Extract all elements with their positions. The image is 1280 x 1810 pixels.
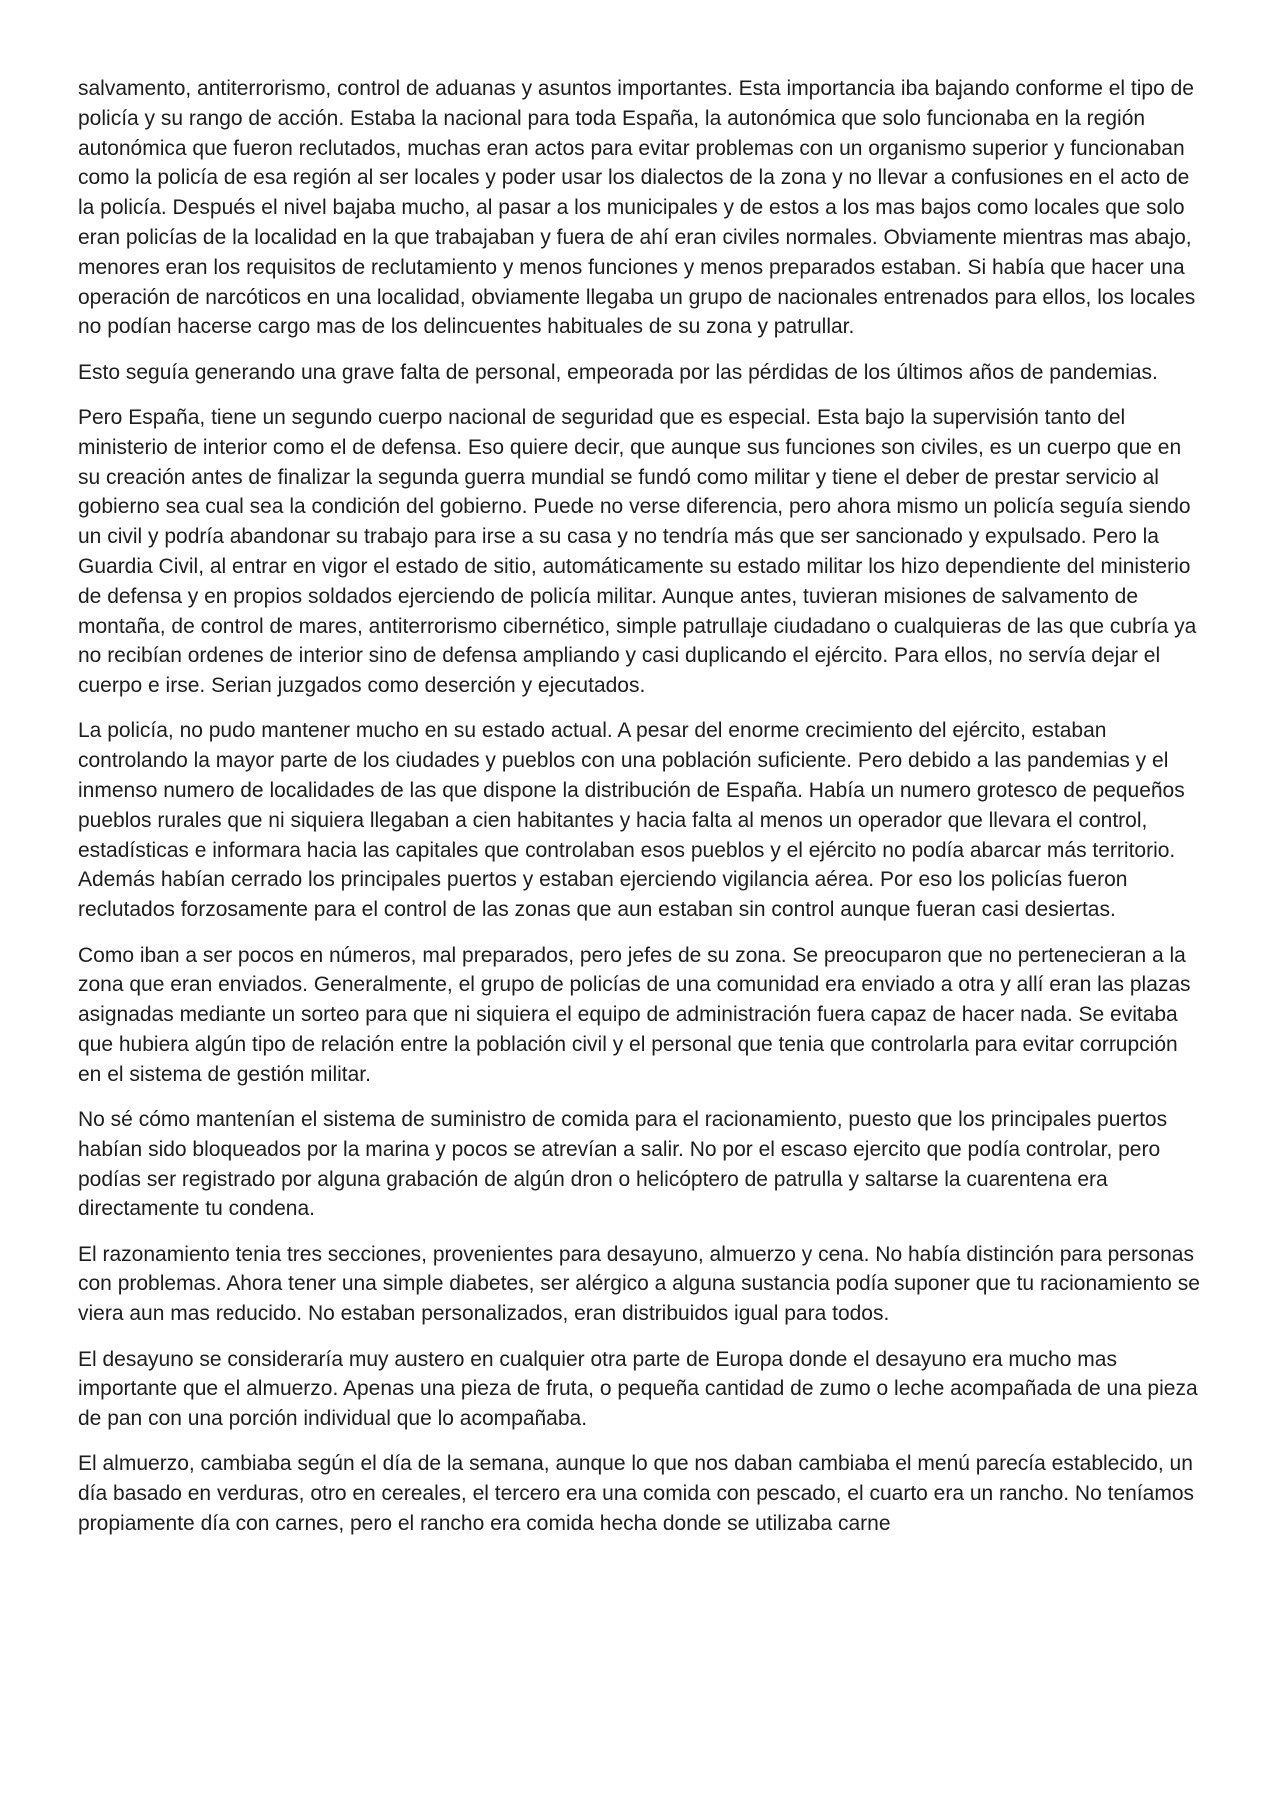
paragraph-7: El razonamiento tenia tres secciones, provenientes para desayuno, almuerzo y cena. No había distinción para personas con problemas. Ahora tener una simple diabetes, ser alérgico a alguna sustancia podía suponer que tu racionamiento se viera aun mas reducido. No estaban personalizados, eran distribuidos igual para todos. xyxy=(78,1242,1200,1326)
paragraph-8: El desayuno se consideraría muy austero en cualquier otra parte de Europa donde el desayuno era mucho mas importante que el almuerzo. Apenas una pieza de fruta, o pequeña cantidad de zumo o leche acompañada de una pieza de pan con una porción individual que lo acompañaba. xyxy=(78,1347,1198,1431)
paragraph-3: Pero España, tiene un segundo cuerpo nacional de seguridad que es especial. Esta bajo la supervisión tanto del ministerio de interior como el de defensa. Eso quiere decir, que aunque sus funciones son civiles, es un cuerpo que en su creación antes de finalizar la segunda guerra mundial se fundó como militar y tiene el deber de prestar servicio al gobierno sea cual sea la condición del gobierno. Puede no verse diferencia, pero ahora mismo un policía seguía siendo un civil y podría abandonar su trabajo para irse a su casa y no tendría más que ser sancionado y expulsado. Pero la Guardia Civil, al entrar en vigor el estado de sitio, automáticamente su estado militar los hizo dependiente del ministerio de defensa y en propios soldados ejerciendo de policía militar. Aunque antes, tuvieran misiones de salvamento de montaña, de control de mares, antiterrorismo cibernético, simple patrullaje ciudadano o cualquieras de las que cubría ya no recibían ordenes de interior sino de defensa ampliando y casi duplicando el ejército. Para ellos, no servía dejar el cuerpo e irse. Serian juzgados como deserción y ejecutados. xyxy=(78,405,1197,698)
document-page xyxy=(78,74,1206,1554)
paragraph-1: salvamento, antiterrorismo, control de aduanas y asuntos importantes. Esta importancia iba bajando conforme el tipo de policía y su rango de acción. Estaba la nacional para toda España, la autonómica que solo funcionaba en la región autonómica que fueron reclutados, muchas eran actos para evitar problemas con un organismo superior y funcionaban como la policía de esa región al ser locales y poder usar los dialectos de la zona y no llevar a confusiones en el acto de la policía. Después el nivel bajaba mucho, al pasar a los municipales y de estos a los mas bajos como locales que solo eran policías de la localidad en la que trabajaban y fuera de ahí eran civiles normales. Obviamente mientras mas abajo, menores eran los requisitos de reclutamiento y menos funciones y menos preparados estaban. Si había que hacer una operación de narcóticos en una localidad, obviamente llegaba un grupo de nacionales entrenados para ellos, los locales no podían hacerse cargo mas de los delincuentes habituales de su zona y patrullar. xyxy=(78,77,1196,339)
paragraph-9: El almuerzo, cambiaba según el día de la semana, aunque lo que nos daban cambiaba el menú parecía establecido, un día basado en verduras, otro en cereales, el tercero era una comida con pescado, el cuarto era un rancho. No teníamos propiamente día con carnes, pero el rancho era comida hecha donde se utilizaba carne xyxy=(78,1452,1194,1536)
paragraph-6: No sé cómo mantenían el sistema de suministro de comida para el racionamiento, puesto que los principales puertos habían sido bloqueados por la marina y pocos se atrevían a salir. No por el escaso ejercito que podía controlar, pero podías ser registrado por alguna grabación de algún dron o helicóptero de patrulla y saltarse la cuarentena era directamente tu condena. xyxy=(78,1108,1168,1221)
paragraph-2: Esto seguía generando una grave falta de personal, empeorada por las pérdidas de los últimos años de pandemias. xyxy=(78,360,1158,384)
paragraph-4: La policía, no pudo mantener mucho en su estado actual. A pesar del enorme crecimiento del ejército, estaban controlando la mayor parte de los ciudades y pueblos con una población suficiente. Pero debido a las pandemias y el inmenso numero de localidades de las que dispone la distribución de España. Había un numero grotesco de pequeños pueblos rurales que ni siquiera llegaban a cien habitantes y hacia falta al menos un operador que llevara el control, estadísticas e informara hacia las capitales que controlaban esos pueblos y el ejército no podía abarcar más territorio. Además habían cerrado los principales puertos y estaban ejerciendo vigilancia aérea. Por eso los policías fueron reclutados forzosamente para el control de las zonas que aun estaban sin control aunque fueran casi desiertas. xyxy=(78,719,1185,922)
paragraph-5: Como iban a ser pocos en números, mal preparados, pero jefes de su zona. Se preocuparon que no pertenecieran a la zona que eran enviados. Generalmente, el grupo de policías de una comunidad era enviado a otra y allí eran las plazas asignadas mediante un sorteo para que ni siquiera el equipo de administración fuera capaz de hacer nada. Se evitaba que hubiera algún tipo de relación entre la población civil y el personal que tenia que controlarla para evitar corrupción en el sistema de gestión militar. xyxy=(78,943,1191,1086)
